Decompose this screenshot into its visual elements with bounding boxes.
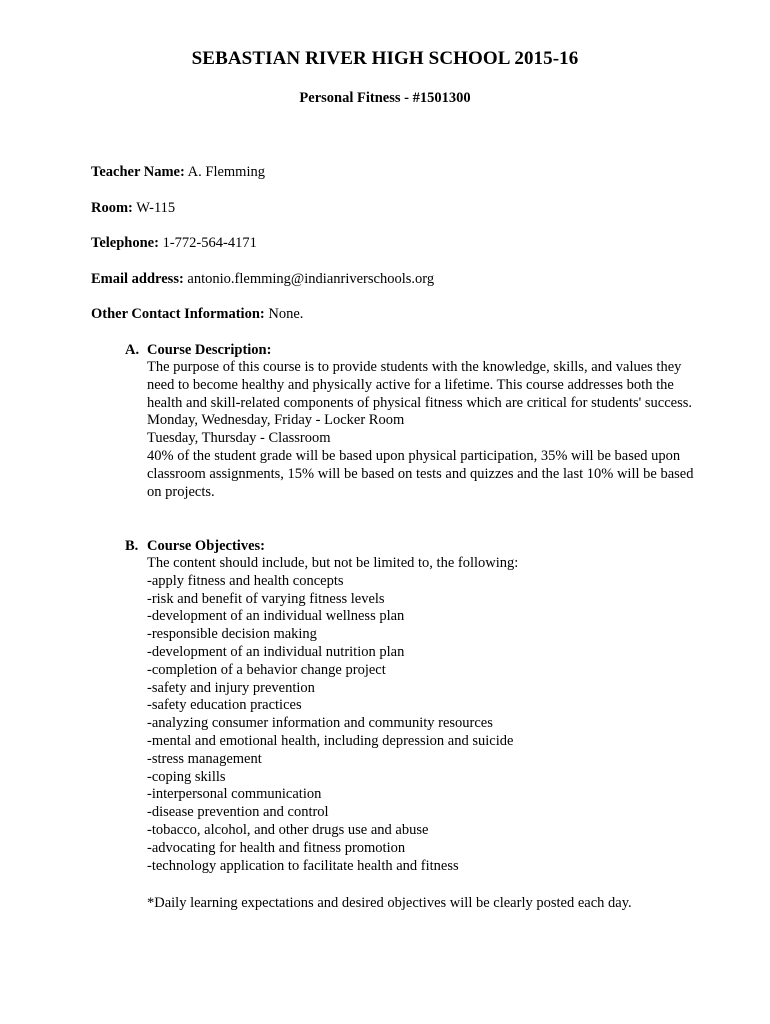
- daily-expectations-note: *Daily learning expectations and desired objectives will be clearly posted each day.: [147, 895, 632, 911]
- section-course-description: [125, 341, 725, 501]
- room-value: W-115: [132, 199, 176, 216]
- room-label: Room:: [91, 199, 133, 216]
- objective-item: -mental and emotional health, including depression and suicide: [147, 732, 514, 749]
- email-label: Email address:: [91, 270, 184, 287]
- description-line: need to become healthy and physically active for a lifetime. This course addresses both the: [147, 376, 674, 393]
- objective-item: -completion of a behavior change project: [147, 661, 386, 678]
- objective-item: -safety and injury prevention: [147, 679, 315, 696]
- section-body: [147, 359, 727, 501]
- section-heading: [125, 341, 725, 359]
- email-row: [91, 269, 731, 305]
- objective-item: -development of an individual wellness plan: [147, 608, 405, 625]
- description-line: classroom assignments, 15% will be based on tests and quizzes and the last 10% will be based: [147, 465, 694, 482]
- section-heading: [125, 537, 725, 555]
- section-body: [147, 555, 727, 875]
- objective-item: -analyzing consumer information and community resources: [147, 715, 493, 732]
- other-contact-value: None.: [264, 306, 304, 322]
- section-title: Course Objectives:: [147, 538, 265, 554]
- other-contact-label: Other Contact Information:: [91, 306, 265, 322]
- objective-item: -development of an individual nutrition plan: [147, 643, 405, 660]
- description-line: health and skill-related components of physical fitness which are critical for students' success.: [147, 394, 692, 411]
- page-title: SEBASTIAN RIVER HIGH SCHOOL 2015-16: [191, 48, 579, 69]
- objective-item: -stress management: [147, 750, 262, 767]
- description-line: on projects.: [147, 483, 215, 500]
- objective-item: -apply fitness and health concepts: [147, 572, 344, 589]
- telephone-label: Telephone:: [91, 235, 159, 251]
- description-line: The purpose of this course is to provide students with the knowledge, skills, and values they: [147, 359, 682, 375]
- section-letter: A.: [125, 342, 140, 358]
- objectives-intro: The content should include, but not be limited to, the following:: [147, 555, 519, 571]
- description-line: 40% of the student grade will be based upon physical participation, 35% will be based upon: [147, 447, 681, 464]
- objective-item: -advocating for health and fitness promotion: [147, 839, 406, 856]
- description-line: Monday, Wednesday, Friday - Locker Room: [147, 412, 405, 429]
- email-value: antonio.flemming@indianriverschools.org: [183, 270, 435, 287]
- contact-info: [91, 162, 731, 340]
- objective-item: -technology application to facilitate health and fitness: [147, 857, 459, 874]
- teacher-name-row: [91, 162, 731, 198]
- description-line: Tuesday, Thursday - Classroom: [147, 430, 331, 447]
- objective-item: -coping skills: [147, 768, 226, 785]
- telephone-value: 1-772-564-4171: [158, 235, 257, 251]
- objective-item: -tobacco, alcohol, and other drugs use and abuse: [147, 821, 429, 838]
- other-contact-row: [91, 304, 731, 340]
- objective-item: -risk and benefit of varying fitness levels: [147, 590, 385, 607]
- section-title: Course Description:: [147, 342, 272, 358]
- objective-item: -disease prevention and control: [147, 804, 329, 821]
- section-letter: B.: [125, 538, 139, 554]
- room-row: [91, 198, 731, 234]
- objective-item: -safety education practices: [147, 697, 302, 714]
- section-course-objectives: [125, 537, 725, 875]
- teacher-name-label: Teacher Name:: [91, 164, 185, 180]
- objective-item: -responsible decision making: [147, 626, 317, 643]
- objective-item: -interpersonal communication: [147, 786, 322, 803]
- teacher-name-value: A. Flemming: [184, 164, 265, 180]
- course-subtitle: Personal Fitness - #1501300: [299, 90, 471, 106]
- telephone-row: [91, 233, 731, 269]
